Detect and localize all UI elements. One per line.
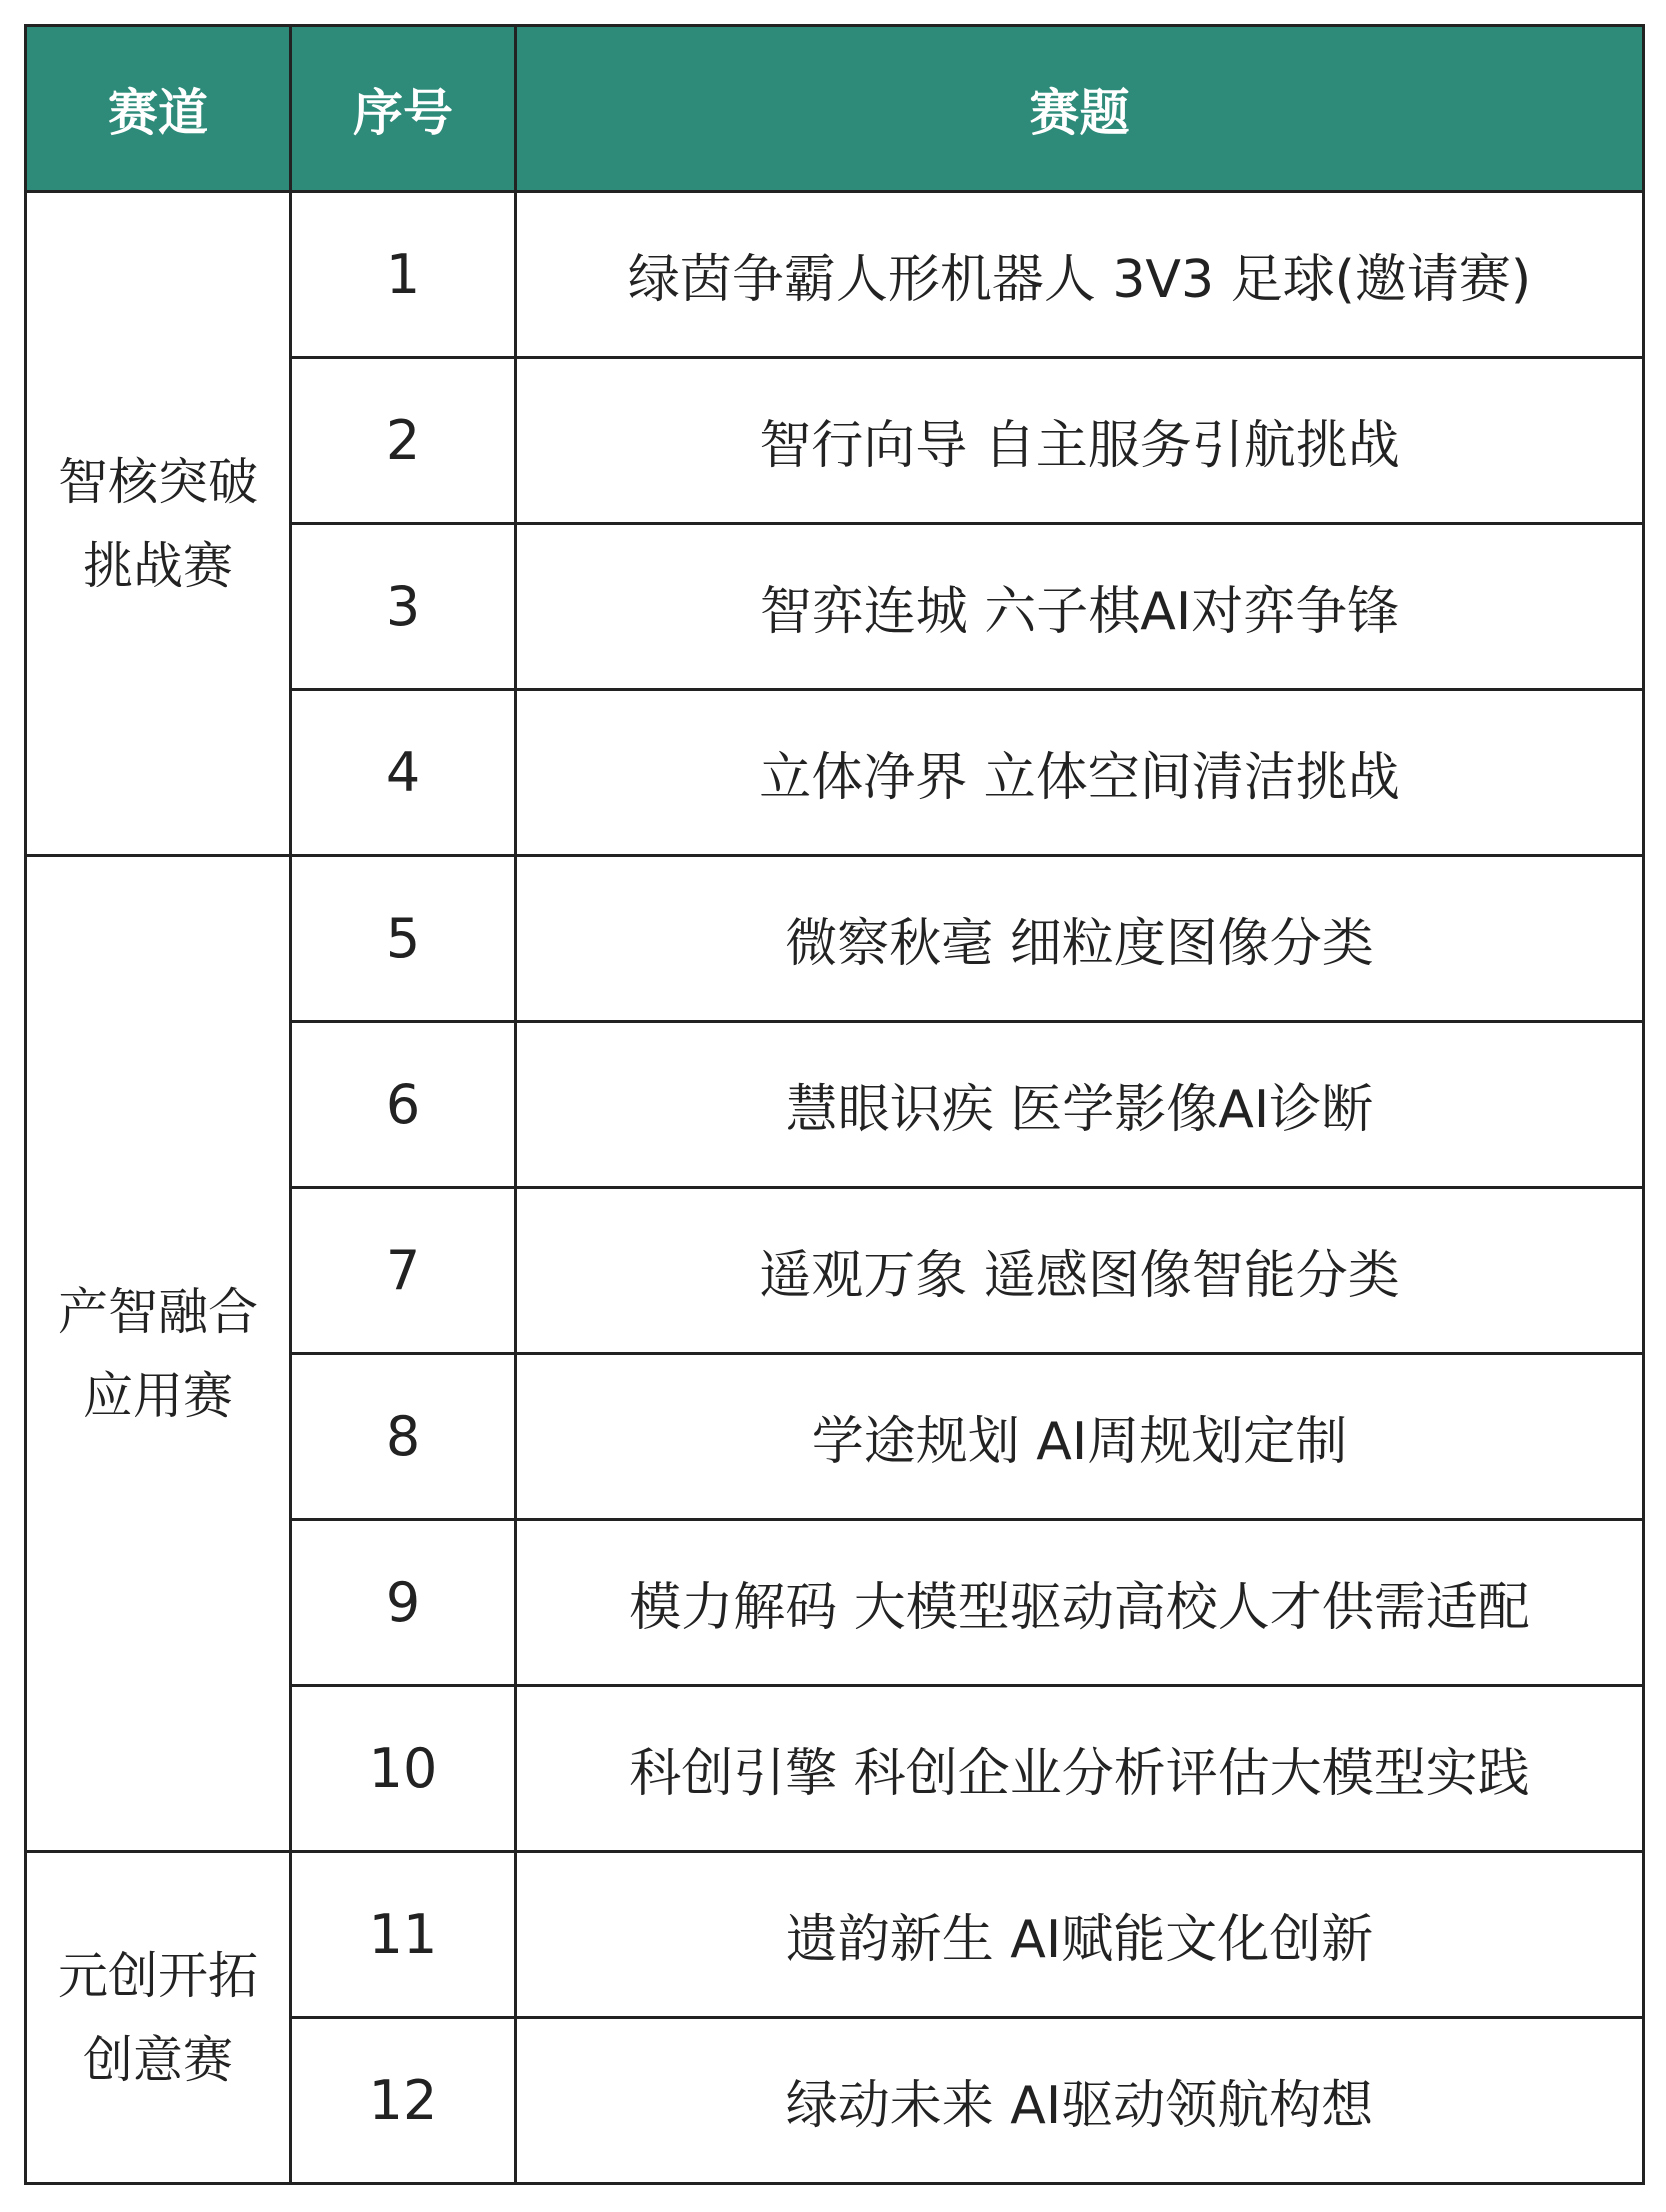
- header-row: [26, 26, 1644, 192]
- header-number: 序号: [291, 26, 516, 192]
- row-number: 5: [291, 856, 516, 1022]
- row-number: 1: [291, 192, 516, 358]
- row-topic: 遥观万象 遥感图像智能分类: [516, 1188, 1644, 1354]
- row-number: 10: [291, 1686, 516, 1852]
- row-number: 11: [291, 1852, 516, 2018]
- row-topic: 智弈连城 六子棋AI对弈争锋: [516, 524, 1644, 690]
- track-name-line: 挑战赛: [83, 536, 233, 595]
- row-topic: 模力解码 大模型驱动高校人才供需适配: [516, 1520, 1644, 1686]
- row-topic: 遗韵新生 AI赋能文化创新: [516, 1852, 1644, 2018]
- row-topic: 学途规划 AI周规划定制: [516, 1354, 1644, 1520]
- row-number: 4: [291, 690, 516, 856]
- table-row: [26, 856, 1644, 1022]
- row-topic: 绿茵争霸人形机器人 3V3 足球(邀请赛): [516, 192, 1644, 358]
- header-topic: 赛题: [516, 26, 1644, 192]
- track-name-line: 产智融合: [58, 1282, 258, 1341]
- row-number: 8: [291, 1354, 516, 1520]
- row-number: 3: [291, 524, 516, 690]
- row-topic: 绿动未来 AI驱动领航构想: [516, 2018, 1644, 2184]
- track-name-line: 应用赛: [83, 1366, 233, 1425]
- row-topic: 智行向导 自主服务引航挑战: [516, 358, 1644, 524]
- track-name-cell: [26, 192, 291, 856]
- table-row: [26, 1852, 1644, 2018]
- row-number: 6: [291, 1022, 516, 1188]
- track-name-line: 元创开拓: [58, 1946, 258, 2005]
- track-name-line: 创意赛: [83, 2030, 233, 2089]
- track-name-cell: [26, 856, 291, 1852]
- header-track: 赛道: [26, 26, 291, 192]
- row-topic: 立体净界 立体空间清洁挑战: [516, 690, 1644, 856]
- row-topic: 慧眼识疾 医学影像AI诊断: [516, 1022, 1644, 1188]
- track-name-cell: [26, 1852, 291, 2184]
- table-row: [26, 192, 1644, 358]
- competition-table: [24, 24, 1645, 2185]
- row-topic: 微察秋毫 细粒度图像分类: [516, 856, 1644, 1022]
- row-number: 9: [291, 1520, 516, 1686]
- track-name-line: 智核突破: [58, 452, 258, 511]
- row-number: 7: [291, 1188, 516, 1354]
- row-number: 2: [291, 358, 516, 524]
- row-number: 12: [291, 2018, 516, 2184]
- row-topic: 科创引擎 科创企业分析评估大模型实践: [516, 1686, 1644, 1852]
